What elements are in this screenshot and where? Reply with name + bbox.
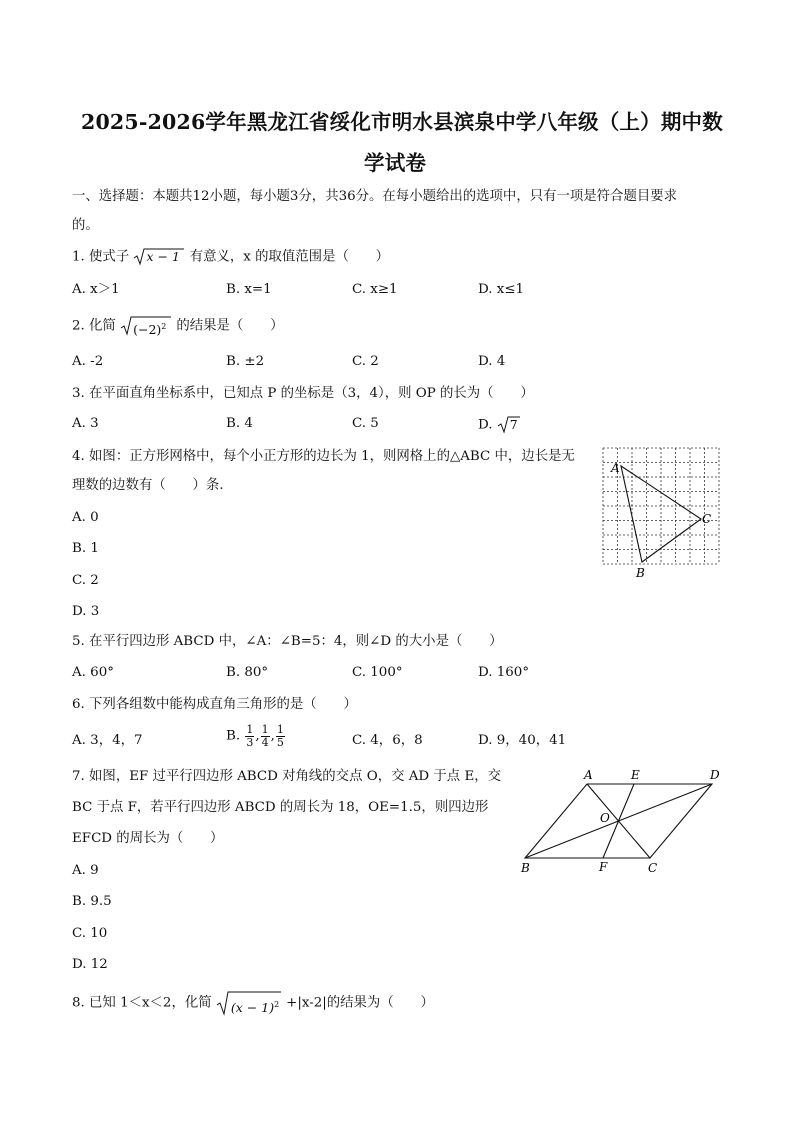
question-7-stem-line3: EFCD 的周长为（ ）	[72, 831, 224, 846]
section-header-line2: 的。	[72, 218, 99, 233]
label-b: B	[636, 566, 645, 580]
q7-option-c[interactable]: C. 10	[72, 926, 108, 941]
label-o: O	[600, 811, 610, 825]
q5-option-d[interactable]: D. 160°	[478, 665, 530, 680]
q5-option-c[interactable]: C. 100°	[352, 665, 403, 680]
label-f: F	[599, 860, 608, 874]
question-3-stem: 3. 在平面直角坐标系中，已知点 P 的坐标是（3，4），则 OP 的长为（ ）	[72, 386, 534, 401]
q8-pre: 8. 已知 1＜x＜2，化简	[72, 995, 212, 1011]
q6-frac-3-num: 1	[276, 723, 284, 736]
q6-frac-2	[261, 724, 270, 749]
q3-option-d[interactable]	[478, 415, 521, 435]
question-7-stem-line1: 7. 如图，EF 过平行四边形 ABCD 对角线的交点 O，交 AD 于点 E，交	[72, 769, 501, 784]
question-4-stem-line1: 4. 如图：正方形网格中，每个小正方形的边长为 1，则网格上的△ABC 中，边长是无	[72, 449, 575, 464]
q6-option-a[interactable]: A. 3，4，7	[72, 733, 143, 748]
question-6-stem: 6. 下列各组数中能构成直角三角形的是（ ）	[72, 697, 357, 712]
q8-radicand: (x − 1)	[230, 1000, 275, 1016]
q6-frac-1-den: 3	[246, 736, 254, 749]
q1-pre: 1. 使式子	[72, 249, 130, 265]
q2-radical	[120, 315, 172, 337]
q1-post: 有意义，x 的取值范围是（ ）	[189, 249, 390, 265]
q5-option-a[interactable]: A. 60°	[72, 665, 114, 680]
q8-radical	[216, 990, 282, 1016]
q4-grid-figure	[598, 444, 726, 582]
label-d: D	[710, 768, 720, 782]
q6-frac-3-den: 5	[276, 736, 284, 749]
q1-option-c[interactable]: C. x≥1	[352, 282, 398, 297]
q2-option-b[interactable]: B. ±2	[226, 354, 265, 369]
label-e: E	[631, 768, 640, 782]
q1-option-b[interactable]: B. x=1	[226, 282, 272, 297]
q2-pre: 2. 化简	[72, 318, 116, 334]
q8-post: +|x-2|的结果为（ ）	[286, 995, 434, 1011]
q6-frac-2-num: 1	[261, 723, 269, 736]
q1-option-d[interactable]: D. x≤1	[478, 282, 525, 297]
label-b: B	[521, 861, 530, 875]
q3-option-d-label: D.	[478, 417, 493, 433]
q4-option-d[interactable]: D. 3	[72, 604, 100, 619]
section-header-line1: 一、选择题：本题共12小题，每小题3分，共36分。在每小题给出的选项中，只有一项是符合题目要求	[72, 189, 678, 204]
q4-option-b[interactable]: B. 1	[72, 541, 99, 556]
label-c: C	[702, 512, 712, 526]
q6-frac-1-num: 1	[246, 723, 254, 736]
q6-option-b-label: B.	[226, 728, 241, 744]
q1-radical	[133, 247, 185, 267]
q3-option-d-radical	[497, 415, 521, 435]
q3-option-a[interactable]: A. 3	[72, 416, 99, 431]
question-8-stem	[72, 990, 434, 1016]
label-a: A	[611, 461, 620, 475]
q8-sup: 2	[274, 1000, 280, 1009]
q7-option-b[interactable]: B. 9.5	[72, 894, 112, 909]
q6-option-c[interactable]: C. 4，6，8	[352, 733, 423, 748]
q3-option-d-radicand: 7	[509, 417, 518, 432]
question-1-stem	[72, 247, 389, 267]
page-title-line1: 2025-2026学年黑龙江省绥化市明水县滨泉中学八年级（上）期中数	[81, 110, 723, 134]
q5-option-b[interactable]: B. 80°	[226, 665, 269, 680]
q4-option-a[interactable]: A. 0	[72, 510, 99, 525]
q2-radicand: (−2)	[133, 322, 162, 338]
q7-parallelogram-figure	[512, 764, 726, 878]
question-7-stem-line2: BC 于点 F，若平行四边形 ABCD 的周长为 18，OE=1.5，则四边形	[72, 800, 489, 815]
q4-option-c[interactable]: C. 2	[72, 573, 99, 588]
q7-option-d[interactable]: D. 12	[72, 957, 108, 972]
q1-option-a[interactable]: A. x＞1	[72, 282, 120, 297]
q3-option-b[interactable]: B. 4	[226, 416, 253, 431]
q6-option-d[interactable]: D. 9，40，41	[478, 733, 567, 748]
q1-radicand: x − 1	[146, 249, 180, 264]
q2-option-a[interactable]: A. -2	[72, 354, 104, 369]
q2-post: 的结果是（ ）	[176, 318, 284, 334]
q2-sup: 2	[161, 322, 167, 331]
question-2-stem	[72, 315, 283, 337]
q6-frac-1	[245, 724, 254, 749]
question-5-stem: 5. 在平行四边形 ABCD 中，∠A：∠B=5：4，则∠D 的大小是（ ）	[72, 634, 503, 649]
q6-option-b[interactable]: B. $\frac{1}{3}$ , $\frac{1}{4}$ , $\frac{1}{5}$	[226, 723, 284, 749]
page-title-line2: 学试卷	[364, 151, 427, 175]
question-4-stem-line2: 理数的边数有（ ）条.	[72, 478, 224, 493]
label-c: C	[648, 861, 658, 875]
label-a: A	[584, 768, 593, 782]
q6-frac-2-den: 4	[261, 736, 269, 749]
q2-option-c[interactable]: C. 2	[352, 354, 379, 369]
q6-frac-3	[276, 724, 285, 749]
q7-option-a[interactable]: A. 9	[72, 863, 99, 878]
q3-option-c[interactable]: C. 5	[352, 416, 379, 431]
q2-option-d[interactable]: D. 4	[478, 354, 506, 369]
section-header	[72, 188, 677, 206]
